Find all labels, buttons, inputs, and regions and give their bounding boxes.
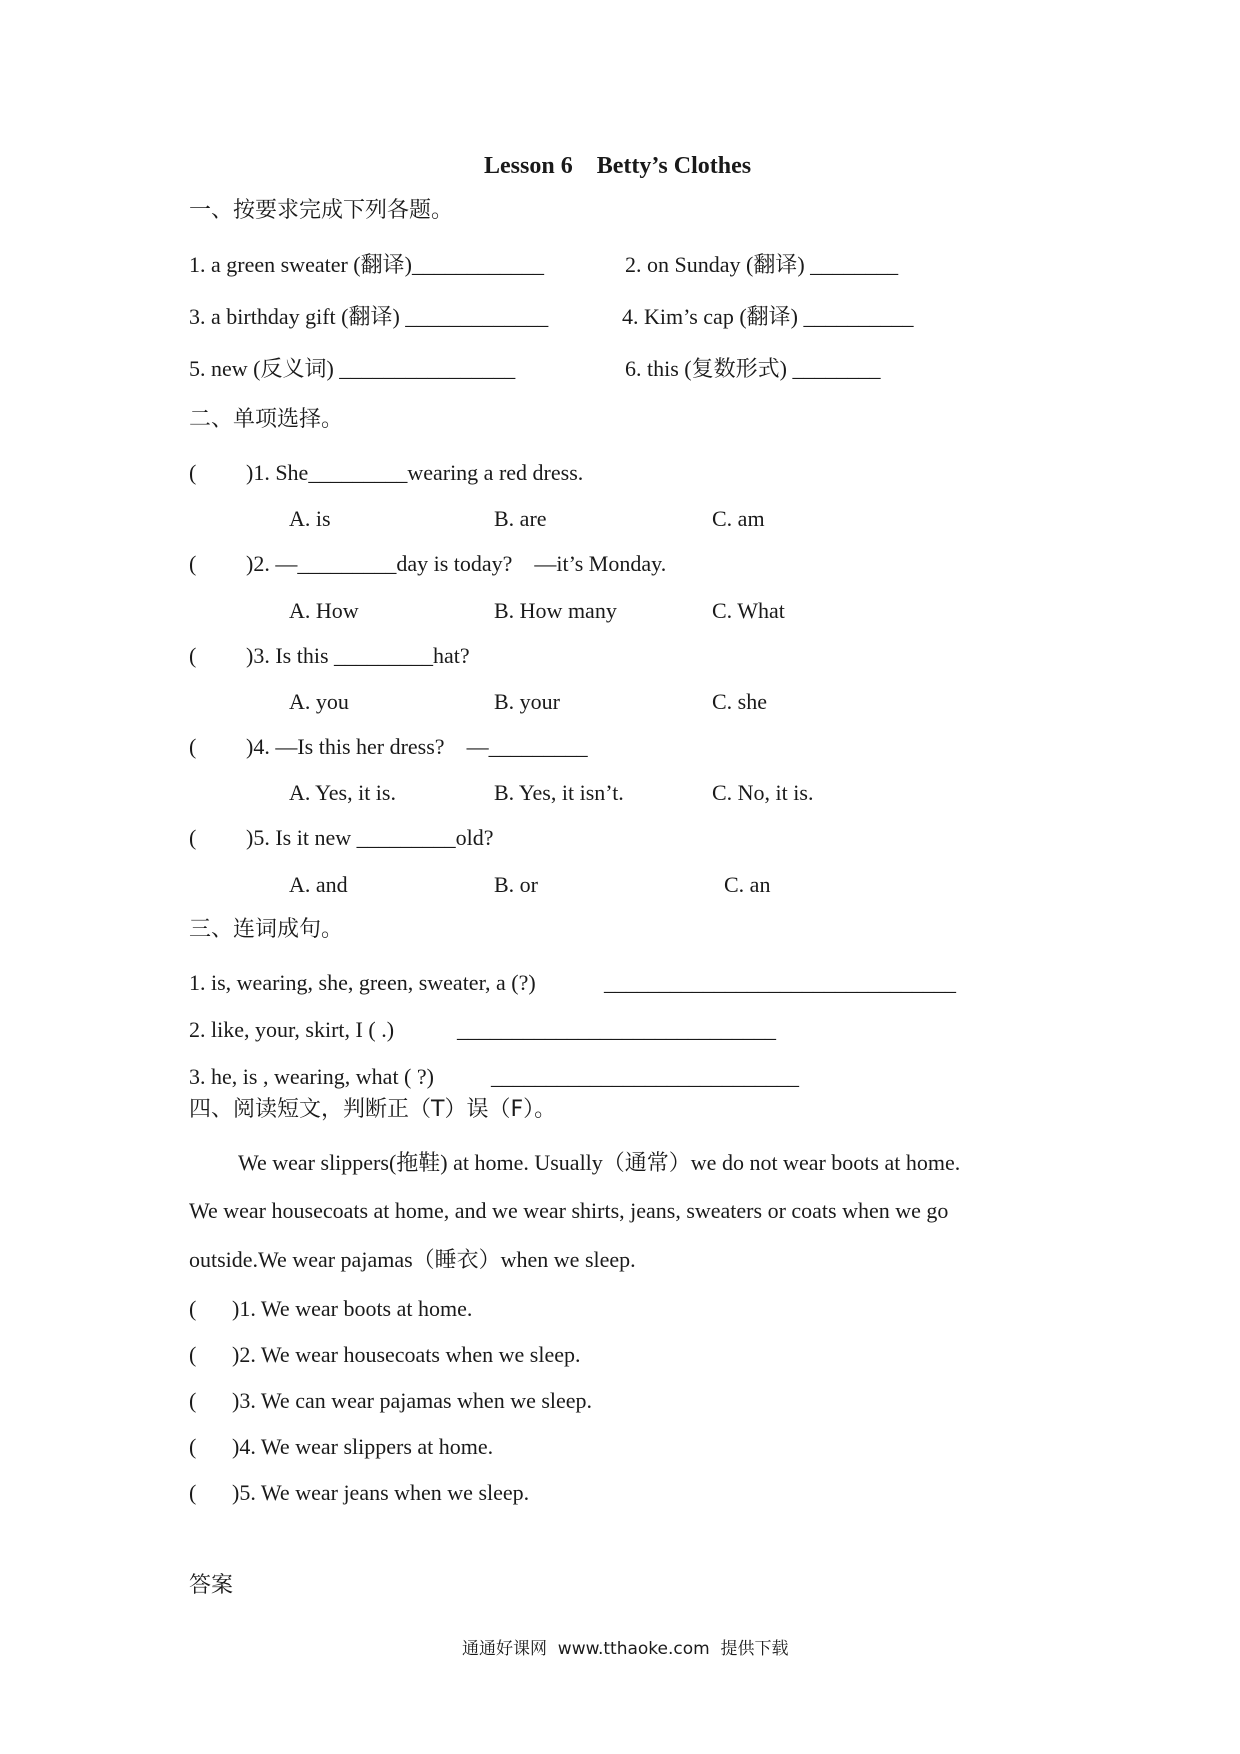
tf-statement-paren: ( bbox=[189, 1434, 197, 1459]
tf-statement: )4. We wear slippers at home. bbox=[232, 1434, 494, 1459]
section-3-heading: 三、连词成句。 bbox=[189, 917, 344, 942]
choice-question-paren: ( bbox=[189, 825, 197, 850]
section-2-heading: 二、单项选择。 bbox=[189, 407, 344, 432]
choice-question-paren: ( bbox=[189, 551, 197, 576]
plural-item-6: 6. this (复数形式) ________ bbox=[625, 356, 881, 381]
choice-option: B. Yes, it isn’t. bbox=[494, 780, 624, 805]
tf-statement: )3. We can wear pajamas when we sleep. bbox=[232, 1388, 593, 1413]
translation-item-1: 1. a green sweater (翻译)____________ bbox=[189, 252, 544, 277]
choice-option: C. No, it is. bbox=[712, 780, 814, 805]
tf-statement-paren: ( bbox=[189, 1480, 197, 1505]
translation-item-4: 4. Kim’s cap (翻译) __________ bbox=[622, 304, 914, 329]
choice-question-text: )2. —_________day is today? —it’s Monday. bbox=[246, 551, 667, 576]
choice-option: A. you bbox=[289, 689, 349, 714]
sentence-prompt: 2. like, your, skirt, I ( .) bbox=[189, 1017, 395, 1042]
page-title: Lesson 6 Betty’s Clothes bbox=[484, 153, 752, 179]
choice-option: C. What bbox=[712, 598, 785, 623]
antonym-item-5: 5. new (反义词) ________________ bbox=[189, 356, 516, 381]
choice-option: B. How many bbox=[494, 598, 617, 623]
tf-statement-paren: ( bbox=[189, 1388, 197, 1413]
sentence-answer-blank: ________________________________ bbox=[604, 970, 956, 995]
tf-statement: )1. We wear boots at home. bbox=[232, 1296, 473, 1321]
choice-question-text: )4. —Is this her dress? —_________ bbox=[246, 734, 588, 759]
passage-line: outside.We wear pajamas（睡衣）when we sleep. bbox=[189, 1247, 636, 1272]
choice-option: B. your bbox=[494, 689, 560, 714]
sentence-answer-blank: _____________________________ bbox=[457, 1017, 776, 1042]
choice-option: B. or bbox=[494, 872, 538, 897]
tf-statement: )2. We wear housecoats when we sleep. bbox=[232, 1342, 581, 1367]
section-1-heading: 一、按要求完成下列各题。 bbox=[189, 198, 454, 223]
choice-option: A. and bbox=[289, 872, 348, 897]
choice-option: A. Yes, it is. bbox=[289, 780, 396, 805]
tf-statement-paren: ( bbox=[189, 1296, 197, 1321]
choice-option: C. she bbox=[712, 689, 767, 714]
answers-heading: 答案 bbox=[189, 1573, 234, 1598]
choice-option: A. is bbox=[289, 506, 331, 531]
choice-option: B. are bbox=[494, 506, 547, 531]
choice-question-text: )5. Is it new _________old? bbox=[246, 825, 494, 850]
choice-question-paren: ( bbox=[189, 643, 197, 668]
section-4-heading: 四、阅读短文，判断正（T）误（F）。 bbox=[189, 1097, 557, 1122]
choice-question-text: )3. Is this _________hat? bbox=[246, 643, 470, 668]
choice-question-paren: ( bbox=[189, 734, 197, 759]
choice-question-paren: ( bbox=[189, 460, 197, 485]
sentence-prompt: 1. is, wearing, she, green, sweater, a (?) bbox=[189, 970, 536, 995]
tf-statement: )5. We wear jeans when we sleep. bbox=[232, 1480, 530, 1505]
choice-option: C. am bbox=[712, 506, 765, 531]
sentence-answer-blank: ____________________________ bbox=[491, 1064, 799, 1089]
tf-statement-paren: ( bbox=[189, 1342, 197, 1367]
passage-line: We wear housecoats at home, and we wear shirts, jeans, sweaters or coats when we go bbox=[189, 1198, 949, 1223]
choice-option: A. How bbox=[289, 598, 359, 623]
choice-option: C. an bbox=[724, 872, 771, 897]
passage-line: We wear slippers(拖鞋) at home. Usually（通常）we do not wear boots at home. bbox=[238, 1150, 961, 1175]
sentence-prompt: 3. he, is , wearing, what ( ?) bbox=[189, 1064, 434, 1089]
choice-question-text: )1. She_________wearing a red dress. bbox=[246, 460, 584, 485]
translation-item-2: 2. on Sunday (翻译) ________ bbox=[625, 252, 899, 277]
footer-watermark: 通通好课网 www.tthaoke.com 提供下载 bbox=[462, 1639, 789, 1659]
translation-item-3: 3. a birthday gift (翻译) _____________ bbox=[189, 304, 549, 329]
